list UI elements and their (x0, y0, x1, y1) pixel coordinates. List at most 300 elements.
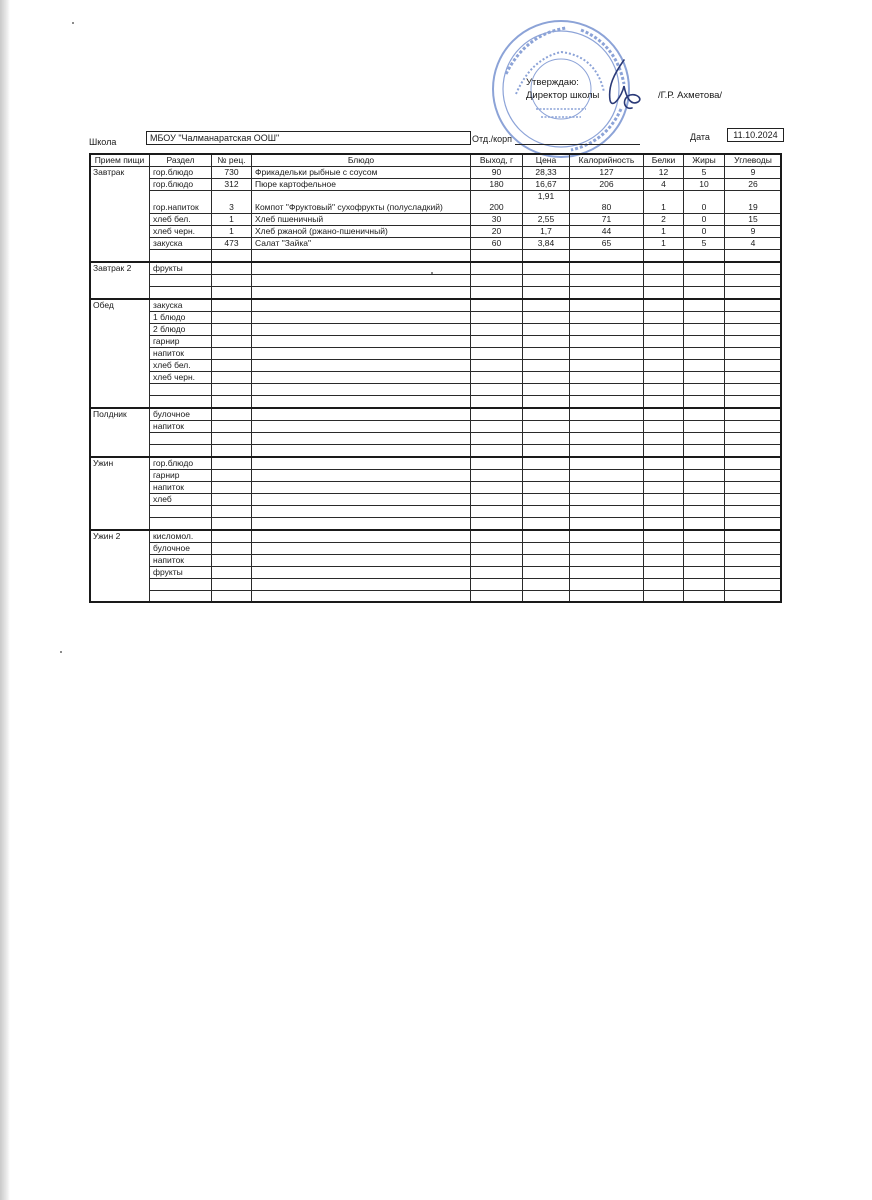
recipe-cell (212, 543, 252, 555)
protein-cell (644, 555, 684, 567)
price-cell (523, 384, 570, 396)
price-cell (523, 470, 570, 482)
table-row (90, 396, 782, 409)
recipe-cell (212, 579, 252, 591)
carbs-cell (725, 324, 782, 336)
kcal-cell (570, 482, 644, 494)
table-row (90, 457, 782, 470)
fat-cell: 0 (684, 226, 725, 238)
section-cell (150, 591, 212, 603)
carbs-cell (725, 360, 782, 372)
fat-cell (684, 555, 725, 567)
meal-name-cell: Полдник (90, 408, 150, 457)
price-cell (523, 360, 570, 372)
recipe-cell (212, 299, 252, 312)
fat-cell (684, 518, 725, 531)
price-cell: 1,91 (523, 191, 570, 214)
dish-cell (252, 530, 471, 543)
price-cell (523, 336, 570, 348)
carbs-cell (725, 250, 782, 263)
section-cell: закуска (150, 299, 212, 312)
protein-cell (644, 250, 684, 263)
col-header-recipe: № рец. (212, 154, 252, 167)
scan-speck (431, 272, 433, 274)
school-label: Школа (89, 137, 117, 147)
table-row (90, 518, 782, 531)
dish-cell (252, 299, 471, 312)
meal-name-cell: Завтрак 2 (90, 262, 150, 299)
dish-cell (252, 396, 471, 409)
price-cell (523, 421, 570, 433)
protein-cell (644, 312, 684, 324)
carbs-cell (725, 543, 782, 555)
price-cell (523, 494, 570, 506)
price-cell: 16,67 (523, 179, 570, 191)
price-cell (523, 457, 570, 470)
recipe-cell (212, 457, 252, 470)
price-cell (523, 591, 570, 603)
dish-cell (252, 262, 471, 275)
price-cell (523, 530, 570, 543)
carbs-cell (725, 384, 782, 396)
recipe-cell (212, 518, 252, 531)
fat-cell (684, 530, 725, 543)
section-cell: гарнир (150, 336, 212, 348)
kcal-cell (570, 275, 644, 287)
menu-table (89, 153, 782, 603)
section-cell (150, 275, 212, 287)
kcal-cell (570, 543, 644, 555)
carbs-cell: 9 (725, 167, 782, 179)
protein-cell: 12 (644, 167, 684, 179)
yield-cell (471, 470, 523, 482)
price-cell (523, 518, 570, 531)
dish-cell: Фрикадельки рыбные с соусом (252, 167, 471, 179)
dish-cell (252, 518, 471, 531)
recipe-cell: 730 (212, 167, 252, 179)
protein-cell (644, 445, 684, 458)
meal-name-cell: Завтрак (90, 167, 150, 263)
recipe-cell (212, 275, 252, 287)
table-row (90, 287, 782, 300)
kcal-cell (570, 324, 644, 336)
section-cell: хлеб черн. (150, 372, 212, 384)
yield-cell (471, 250, 523, 263)
recipe-cell: 1 (212, 214, 252, 226)
section-cell: напиток (150, 348, 212, 360)
kcal-cell: 65 (570, 238, 644, 250)
protein-cell (644, 482, 684, 494)
carbs-cell (725, 470, 782, 482)
table-row (90, 530, 782, 543)
dish-cell: Салат "Зайка" (252, 238, 471, 250)
fat-cell (684, 396, 725, 409)
meal-name-cell: Ужин (90, 457, 150, 530)
yield-cell: 20 (471, 226, 523, 238)
yield-cell (471, 555, 523, 567)
table-row (90, 543, 782, 555)
carbs-cell (725, 275, 782, 287)
recipe-cell (212, 396, 252, 409)
section-cell: гор.блюдо (150, 167, 212, 179)
section-cell: хлеб (150, 494, 212, 506)
kcal-cell (570, 384, 644, 396)
fat-cell (684, 567, 725, 579)
col-header-yield: Выход, г (471, 154, 523, 167)
protein-cell (644, 579, 684, 591)
fat-cell: 0 (684, 214, 725, 226)
price-cell (523, 433, 570, 445)
carbs-cell: 26 (725, 179, 782, 191)
dish-cell (252, 384, 471, 396)
section-cell: хлеб бел. (150, 360, 212, 372)
yield-cell (471, 396, 523, 409)
dish-cell (252, 275, 471, 287)
meal-name-cell: Ужин 2 (90, 530, 150, 603)
dish-cell (252, 543, 471, 555)
table-row (90, 312, 782, 324)
yield-cell (471, 408, 523, 421)
kcal-cell (570, 250, 644, 263)
yield-cell (471, 421, 523, 433)
col-header-meal: Прием пищи (90, 154, 150, 167)
recipe-cell (212, 421, 252, 433)
yield-cell (471, 494, 523, 506)
scan-speck (60, 651, 62, 653)
fat-cell (684, 250, 725, 263)
section-cell (150, 433, 212, 445)
section-cell (150, 250, 212, 263)
scan-page-edge (0, 0, 10, 1200)
recipe-cell (212, 287, 252, 300)
yield-cell (471, 506, 523, 518)
table-row (90, 226, 782, 238)
price-cell (523, 250, 570, 263)
fat-cell: 0 (684, 191, 725, 214)
price-cell (523, 506, 570, 518)
dish-cell (252, 470, 471, 482)
dish-cell: Хлеб ржаной (ржано-пшеничный) (252, 226, 471, 238)
table-row (90, 555, 782, 567)
dish-cell (252, 324, 471, 336)
kcal-cell: 80 (570, 191, 644, 214)
fat-cell (684, 275, 725, 287)
fat-cell (684, 384, 725, 396)
table-header-row (90, 154, 782, 167)
fat-cell (684, 348, 725, 360)
dish-cell (252, 421, 471, 433)
protein-cell (644, 324, 684, 336)
table-row (90, 445, 782, 458)
dish-cell (252, 567, 471, 579)
date-field: 11.10.2024 (727, 128, 784, 142)
price-cell: 28,33 (523, 167, 570, 179)
dish-cell (252, 555, 471, 567)
fat-cell (684, 494, 725, 506)
carbs-cell (725, 299, 782, 312)
yield-cell: 200 (471, 191, 523, 214)
table-row (90, 324, 782, 336)
section-cell (150, 445, 212, 458)
recipe-cell (212, 384, 252, 396)
kcal-cell (570, 457, 644, 470)
table-row (90, 579, 782, 591)
table-row (90, 421, 782, 433)
yield-cell: 30 (471, 214, 523, 226)
protein-cell (644, 470, 684, 482)
table-row (90, 262, 782, 275)
yield-cell: 180 (471, 179, 523, 191)
yield-cell (471, 445, 523, 458)
protein-cell (644, 336, 684, 348)
carbs-cell (725, 312, 782, 324)
yield-cell (471, 262, 523, 275)
carbs-cell (725, 457, 782, 470)
section-cell (150, 287, 212, 300)
recipe-cell (212, 312, 252, 324)
yield-cell (471, 312, 523, 324)
table-row (90, 506, 782, 518)
price-cell (523, 324, 570, 336)
dish-cell (252, 506, 471, 518)
table-row (90, 179, 782, 191)
protein-cell (644, 433, 684, 445)
protein-cell (644, 591, 684, 603)
section-cell: булочное (150, 543, 212, 555)
dish-cell (252, 348, 471, 360)
fat-cell (684, 262, 725, 275)
protein-cell (644, 567, 684, 579)
fat-cell (684, 591, 725, 603)
price-cell (523, 408, 570, 421)
kcal-cell: 44 (570, 226, 644, 238)
kcal-cell (570, 530, 644, 543)
price-cell (523, 372, 570, 384)
fat-cell (684, 470, 725, 482)
carbs-cell (725, 348, 782, 360)
carbs-cell (725, 433, 782, 445)
dish-cell (252, 579, 471, 591)
section-cell: фрукты (150, 262, 212, 275)
protein-cell (644, 530, 684, 543)
fat-cell: 5 (684, 167, 725, 179)
kcal-cell (570, 579, 644, 591)
recipe-cell (212, 408, 252, 421)
fat-cell (684, 543, 725, 555)
col-header-kcal: Калорийность (570, 154, 644, 167)
price-cell (523, 262, 570, 275)
dish-cell (252, 312, 471, 324)
price-cell: 2,55 (523, 214, 570, 226)
table-row (90, 591, 782, 603)
recipe-cell: 1 (212, 226, 252, 238)
dish-cell (252, 360, 471, 372)
carbs-cell (725, 336, 782, 348)
dish-cell (252, 336, 471, 348)
yield-cell (471, 482, 523, 494)
dish-cell (252, 445, 471, 458)
yield-cell (471, 433, 523, 445)
recipe-cell (212, 336, 252, 348)
fat-cell (684, 408, 725, 421)
table-row (90, 191, 782, 214)
recipe-cell (212, 591, 252, 603)
kcal-cell (570, 348, 644, 360)
yield-cell (471, 579, 523, 591)
price-cell (523, 482, 570, 494)
kcal-cell (570, 433, 644, 445)
kcal-cell (570, 262, 644, 275)
recipe-cell (212, 530, 252, 543)
approval-title: Утверждаю: (526, 77, 579, 88)
yield-cell (471, 360, 523, 372)
yield-cell (471, 530, 523, 543)
date-label: Дата (690, 132, 710, 142)
table-row (90, 494, 782, 506)
recipe-cell (212, 262, 252, 275)
col-header-fat: Жиры (684, 154, 725, 167)
protein-cell (644, 360, 684, 372)
price-cell (523, 348, 570, 360)
section-cell: закуска (150, 238, 212, 250)
carbs-cell (725, 530, 782, 543)
yield-cell: 60 (471, 238, 523, 250)
scan-speck (72, 22, 74, 24)
price-cell: 3,84 (523, 238, 570, 250)
col-header-price: Цена (523, 154, 570, 167)
carbs-cell (725, 396, 782, 409)
protein-cell (644, 299, 684, 312)
recipe-cell (212, 250, 252, 263)
kcal-cell (570, 336, 644, 348)
carbs-cell (725, 372, 782, 384)
protein-cell (644, 348, 684, 360)
protein-cell: 2 (644, 214, 684, 226)
section-cell: напиток (150, 482, 212, 494)
approval-position: Директор школы (526, 90, 600, 101)
table-row (90, 384, 782, 396)
col-header-section: Раздел (150, 154, 212, 167)
protein-cell (644, 396, 684, 409)
recipe-cell: 473 (212, 238, 252, 250)
table-row (90, 299, 782, 312)
section-cell: фрукты (150, 567, 212, 579)
price-cell (523, 312, 570, 324)
kcal-cell (570, 445, 644, 458)
kcal-cell (570, 555, 644, 567)
section-cell: кисломол. (150, 530, 212, 543)
dept-field (515, 131, 640, 145)
col-header-carbs: Углеводы (725, 154, 782, 167)
fat-cell (684, 482, 725, 494)
fat-cell (684, 324, 725, 336)
dish-cell: Компот "Фруктовый" сухофрукты (полусладкий) (252, 191, 471, 214)
dish-cell (252, 372, 471, 384)
kcal-cell (570, 287, 644, 300)
table-row (90, 360, 782, 372)
dish-cell: Пюре картофельное (252, 179, 471, 191)
section-cell: хлеб черн. (150, 226, 212, 238)
table-row (90, 250, 782, 263)
dept-label: Отд./корп (472, 134, 512, 144)
protein-cell (644, 457, 684, 470)
recipe-cell (212, 494, 252, 506)
fat-cell (684, 287, 725, 300)
recipe-cell (212, 360, 252, 372)
protein-cell (644, 421, 684, 433)
fat-cell (684, 579, 725, 591)
protein-cell (644, 372, 684, 384)
dish-cell (252, 494, 471, 506)
recipe-cell (212, 433, 252, 445)
dish-cell (252, 433, 471, 445)
section-cell (150, 579, 212, 591)
carbs-cell (725, 445, 782, 458)
yield-cell (471, 275, 523, 287)
carbs-cell (725, 506, 782, 518)
protein-cell (644, 384, 684, 396)
price-cell (523, 275, 570, 287)
section-cell: 2 блюдо (150, 324, 212, 336)
protein-cell (644, 408, 684, 421)
carbs-cell (725, 421, 782, 433)
section-cell (150, 518, 212, 531)
table-row (90, 336, 782, 348)
carbs-cell (725, 591, 782, 603)
carbs-cell (725, 555, 782, 567)
protein-cell (644, 287, 684, 300)
kcal-cell (570, 518, 644, 531)
protein-cell (644, 506, 684, 518)
kcal-cell (570, 360, 644, 372)
kcal-cell (570, 372, 644, 384)
yield-cell (471, 567, 523, 579)
protein-cell (644, 275, 684, 287)
kcal-cell (570, 299, 644, 312)
yield-cell (471, 518, 523, 531)
protein-cell: 1 (644, 238, 684, 250)
table-row (90, 470, 782, 482)
recipe-cell (212, 567, 252, 579)
fat-cell (684, 421, 725, 433)
recipe-cell (212, 445, 252, 458)
dish-cell (252, 591, 471, 603)
carbs-cell: 15 (725, 214, 782, 226)
meal-name-cell: Обед (90, 299, 150, 408)
recipe-cell (212, 506, 252, 518)
carbs-cell (725, 408, 782, 421)
fat-cell (684, 457, 725, 470)
carbs-cell (725, 262, 782, 275)
kcal-cell (570, 408, 644, 421)
approval-name: /Г.Р. Ахметова/ (658, 90, 723, 101)
section-cell: гор.напиток (150, 191, 212, 214)
recipe-cell: 3 (212, 191, 252, 214)
protein-cell: 1 (644, 191, 684, 214)
kcal-cell: 127 (570, 167, 644, 179)
school-name-field: МБОУ "Чалманаратская ООШ" (146, 131, 471, 145)
fat-cell (684, 336, 725, 348)
fat-cell (684, 445, 725, 458)
table-row (90, 408, 782, 421)
recipe-cell (212, 372, 252, 384)
yield-cell (471, 384, 523, 396)
price-cell (523, 579, 570, 591)
section-cell (150, 506, 212, 518)
carbs-cell: 19 (725, 191, 782, 214)
dish-cell (252, 287, 471, 300)
col-header-protein: Белки (644, 154, 684, 167)
